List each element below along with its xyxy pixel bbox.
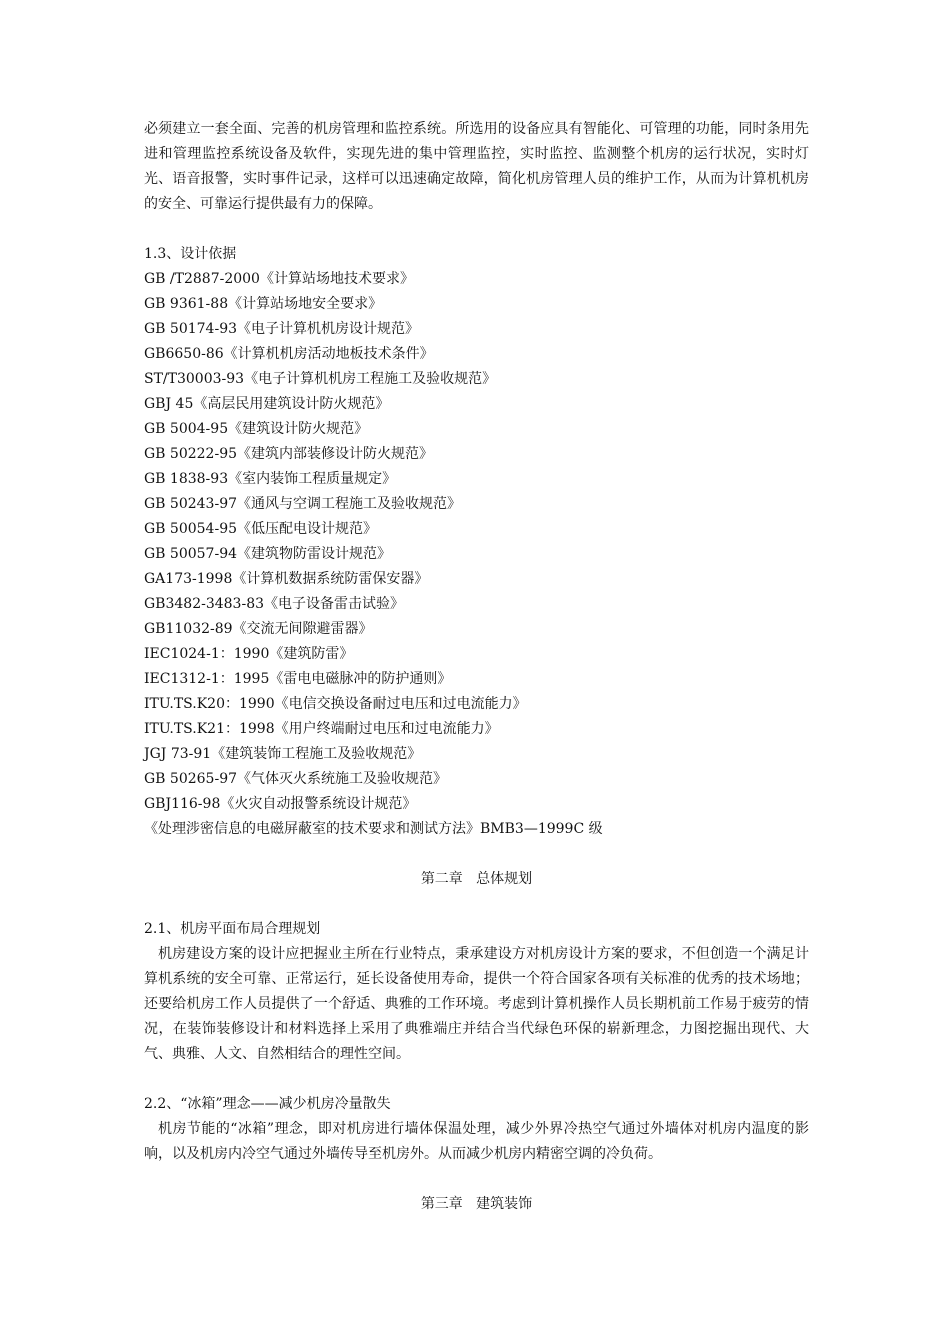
standards-list bbox=[144, 267, 809, 842]
standard-item: ITU.TS.K21：1998《用户终端耐过电压和过电流能力》 bbox=[144, 721, 499, 737]
standard-item: GB /T2887-2000《计算站场地技术要求》 bbox=[144, 271, 414, 287]
section-heading-1-3: 1.3、设计依据 bbox=[144, 246, 237, 262]
spacer bbox=[144, 1167, 809, 1192]
standard-item: GB6650-86《计算机机房活动地板技术条件》 bbox=[144, 346, 434, 362]
standard-item: GB11032-89《交流无间隙避雷器》 bbox=[144, 621, 373, 637]
standard-item: GB 9361-88《计算站场地安全要求》 bbox=[144, 296, 383, 312]
section-heading-2-1: 2.1、机房平面布局合理规划 bbox=[144, 921, 321, 937]
standard-item: GB 50057-94《建筑物防雷设计规范》 bbox=[144, 546, 392, 562]
standard-item: GB 50243-97《通风与空调工程施工及验收规范》 bbox=[144, 496, 462, 512]
standard-item: GBJ116-98《火灾自动报警系统设计规范》 bbox=[144, 796, 417, 812]
spacer bbox=[144, 892, 809, 917]
standard-item: GB 50174-93《电子计算机机房设计规范》 bbox=[144, 321, 420, 337]
spacer bbox=[144, 842, 809, 867]
chapter-title: 第二章 总体规划 bbox=[420, 871, 533, 887]
standard-item: GB 5004-95《建筑设计防火规范》 bbox=[144, 421, 369, 437]
standard-item: 《处理涉密信息的电磁屏蔽室的技术要求和测试方法》BMB3—1999C 级 bbox=[144, 821, 603, 837]
standard-item: IEC1024-1：1990《建筑防雷》 bbox=[144, 646, 354, 662]
standard-item: GB 1838-93《室内装饰工程质量规定》 bbox=[144, 471, 397, 487]
standard-item: IEC1312-1：1995《雷电电磁脉冲的防护通则》 bbox=[144, 671, 452, 687]
chapter-title: 第三章 建筑装饰 bbox=[420, 1196, 533, 1212]
standard-item: GB 50054-95《低压配电设计规范》 bbox=[144, 521, 378, 537]
standard-item: GA173-1998《计算机数据系统防雷保安器》 bbox=[144, 571, 429, 587]
standard-item: GB3482-3483-83《电子设备雷击试验》 bbox=[144, 596, 405, 612]
standard-item: GBJ 45《高层民用建筑设计防火规范》 bbox=[144, 396, 390, 412]
standard-item: JGJ 73-91《建筑装饰工程施工及验收规范》 bbox=[144, 746, 422, 762]
intro-paragraph: 必须建立一套全面、完善的机房管理和监控系统。所选用的设备应具有智能化、可管理的功能，同时条用先进和管理监控系统设备及软件，实现先进的集中管理监控，实时监控、监测整个机房的运行状况，实时灯光、语音报警，实时事件记录，这样可以迅速确定故障，简化机房管理人员的维护工作，从而为计算机机房的安全、可靠运行提供最有力的保障。 bbox=[144, 121, 809, 212]
standard-item: GB 50265-97《气体灭火系统施工及验收规范》 bbox=[144, 771, 448, 787]
standard-item: ST/T30003-93《电子计算机机房工程施工及验收规范》 bbox=[144, 371, 497, 387]
page-content bbox=[144, 117, 809, 1217]
standard-item: ITU.TS.K20：1990《电信交换设备耐过电压和过电流能力》 bbox=[144, 696, 527, 712]
spacer bbox=[144, 217, 809, 242]
spacer bbox=[144, 1067, 809, 1092]
section-body-2-1: 机房建设方案的设计应把握业主所在行业特点，秉承建设方对机房设计方案的要求，不但创造一个满足计算机系统的安全可靠、正常运行，延长设备使用寿命，提供一个符合国家各项有关标准的优秀的技术场地；还要给机房工作人员提供了一个舒适、典雅的工作环境。考虑到计算机操作人员长期机前工作易于疲劳的情况，在装饰装修设计和材料选择上采用了典雅端庄并结合当代绿色环保的崭新理念，力图挖掘出现代、大气、典雅、人文、自然相结合的理性空间。 bbox=[144, 946, 809, 1062]
section-heading-2-2: 2.2、“冰箱”理念——减少机房冷量散失 bbox=[144, 1096, 391, 1112]
standard-item: GB 50222-95《建筑内部装修设计防火规范》 bbox=[144, 446, 434, 462]
section-body-2-2: 机房节能的“冰箱”理念，即对机房进行墙体保温处理，减少外界冷热空气通过外墙体对机房内温度的影响，以及机房内冷空气通过外墙传导至机房外。从而减少机房内精密空调的冷负荷。 bbox=[144, 1121, 809, 1162]
